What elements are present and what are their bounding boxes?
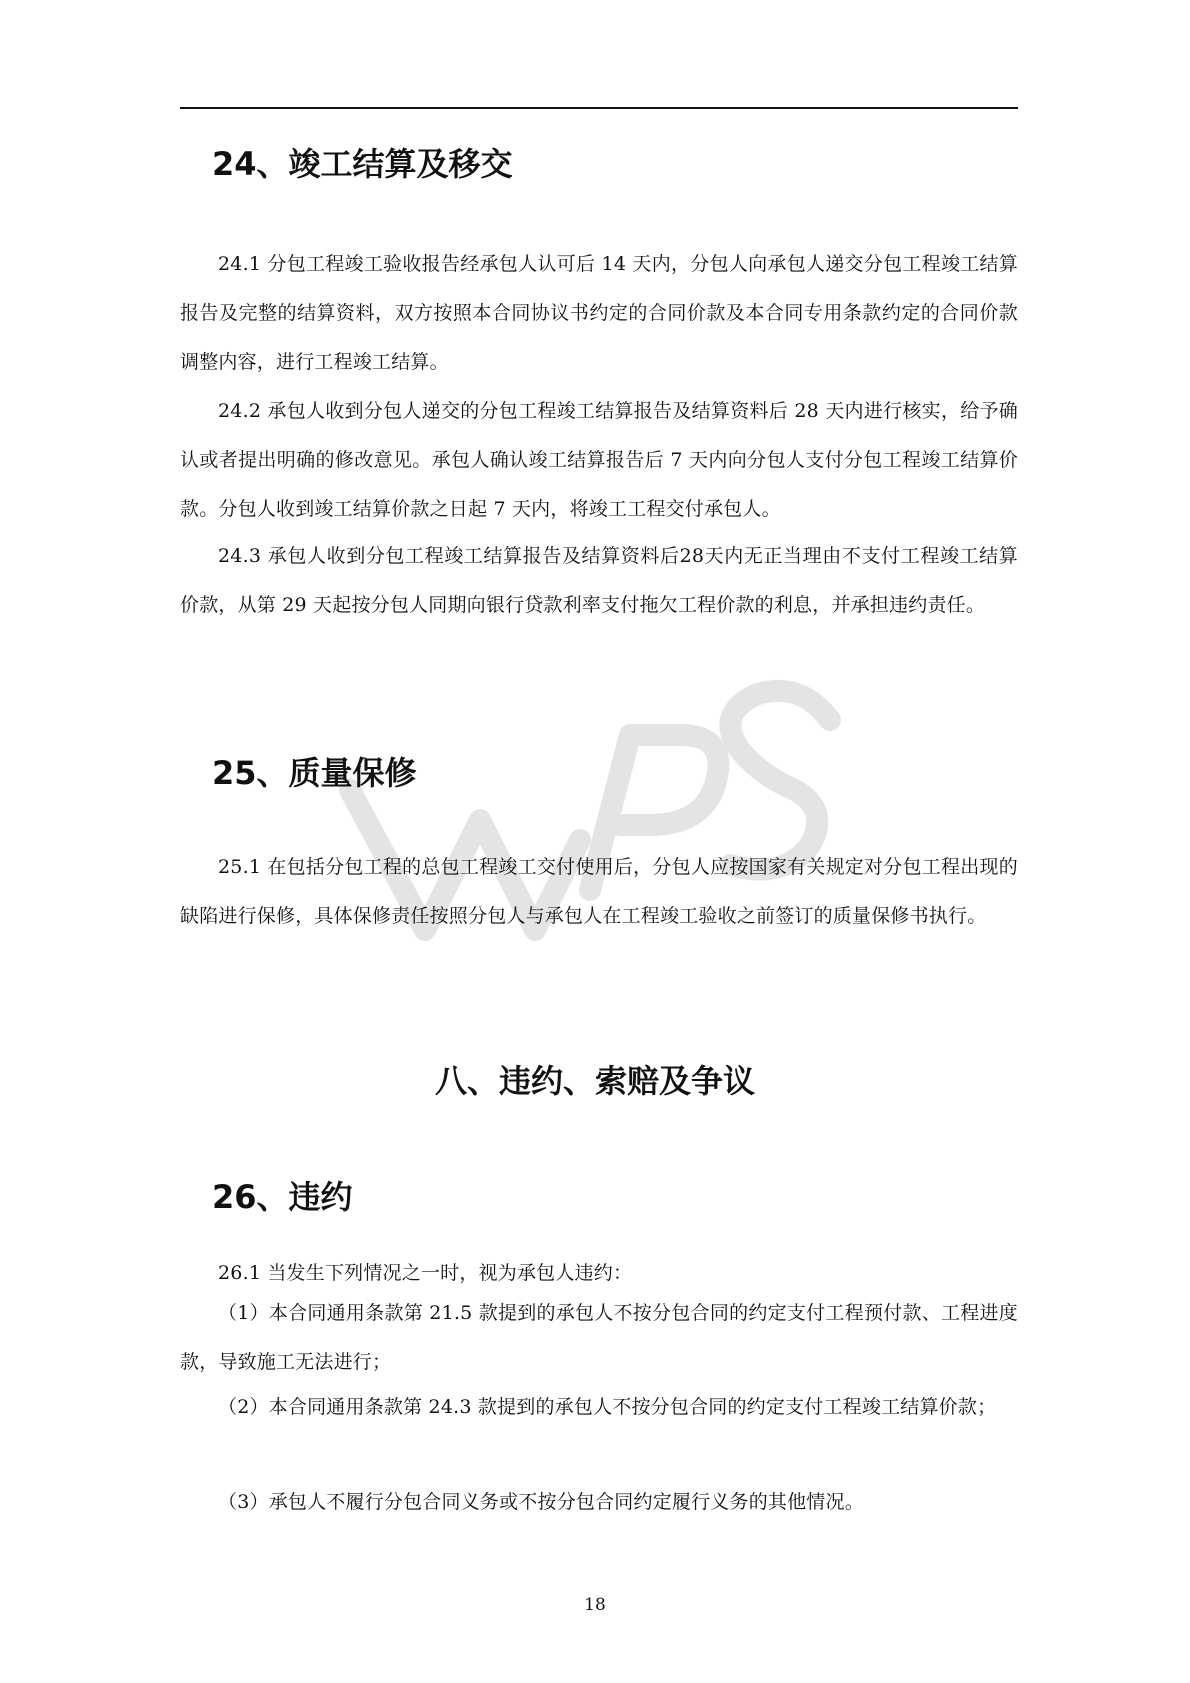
section-25-heading: 25、质量保修 xyxy=(212,754,417,792)
list-item-26-1-2: （2）本合同通用条款第 24.3 款提到的承包人不按分包合同的约定支付工程竣工结算价款； xyxy=(218,1396,997,1418)
header-rule xyxy=(180,107,1018,109)
section-26-heading: 26、违约 xyxy=(212,1178,353,1216)
page-number: 18 xyxy=(584,1595,606,1615)
chapter-8-heading: 八、违约、索赔及争议 xyxy=(434,1062,755,1100)
list-item-26-1-3: （3）承包人不履行分包合同义务或不按分包合同约定履行义务的其他情况。 xyxy=(218,1491,864,1513)
paragraph-25-1: 25.1 在包括分包工程的总包工程竣工交付使用后，分包人应按国家有关规定对分包工程出现的缺陷进行保修，具体保修责任按照分包人与承包人在工程竣工验收之前签订的质量保修书执行。 xyxy=(180,856,1018,927)
paragraph-24-2: 24.2 承包人收到分包人递交的分包工程竣工结算报告及结算资料后 28 天内进行核实，给予确认或者提出明确的修改意见。承包人确认竣工结算报告后 7 天内向分包人支付分包工程竣工结算价款。分包人收到竣工结算价款之日起 7 天内，将竣工工程交付承包人。 xyxy=(180,400,1018,520)
section-24-heading: 24、竣工结算及移交 xyxy=(212,145,513,183)
list-item-26-1-1: （1）本合同通用条款第 21.5 款提到的承包人不按分包合同的约定支付工程预付款、工程进度款，导致施工无法进行； xyxy=(180,1302,1018,1373)
paragraph-26-1: 26.1 当发生下列情况之一时，视为承包人违约： xyxy=(218,1262,633,1284)
paragraph-24-1: 24.1 分包工程竣工验收报告经承包人认可后 14 天内，分包人向承包人递交分包工程竣工结算报告及完整的结算资料，双方按照本合同协议书约定的合同价款及本合同专用条款约定的合同价款调整内容，进行工程竣工结算。 xyxy=(180,253,1018,373)
paragraph-24-3: 24.3 承包人收到分包工程竣工结算报告及结算资料后28天内无正当理由不支付工程竣工结算价款，从第 29 天起按分包人同期向银行贷款利率支付拖欠工程价款的利息，并承担违约责任。 xyxy=(180,545,1018,616)
